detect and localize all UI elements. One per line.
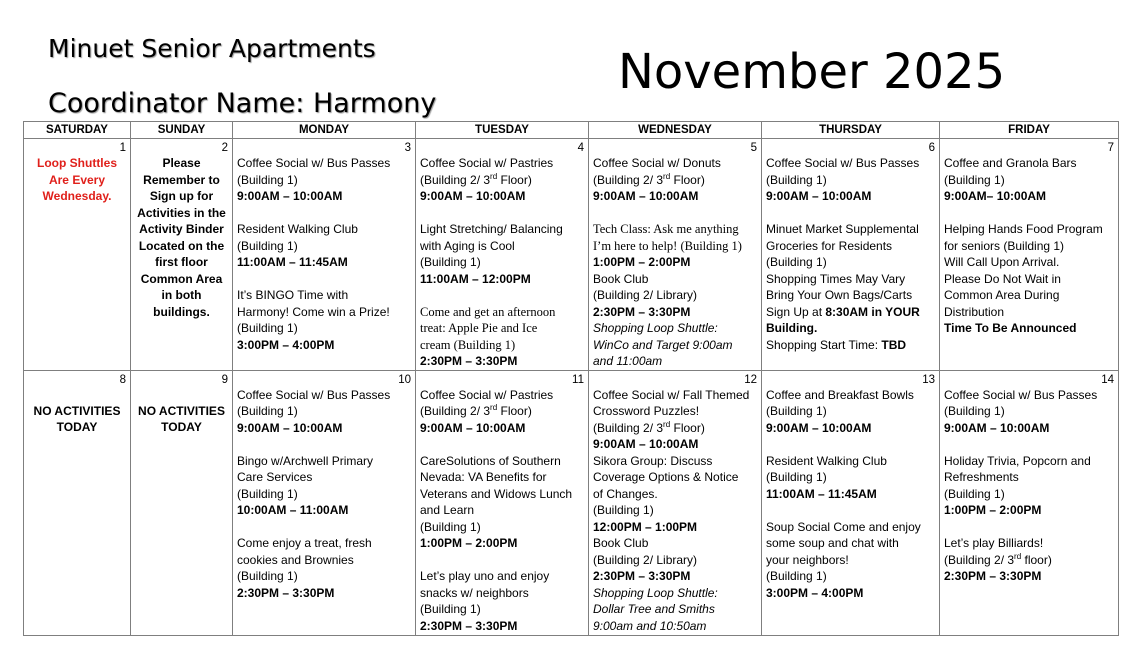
event-note: Please Do Not Wait in <box>944 271 1061 286</box>
weekday-header: SUNDAY <box>131 122 233 139</box>
event-location: (Building 1) <box>944 486 1005 501</box>
event-title: Bingo w/Archwell Primary <box>237 453 374 468</box>
event-location: (Building 2/ 3rd Floor) <box>420 403 532 418</box>
weekday-header: MONDAY <box>233 122 416 139</box>
event-title: Minuet Market Supplemental <box>766 222 919 236</box>
day-cell-sat-8 <box>24 370 131 635</box>
no-activities-note: NO ACTIVITIES TODAY <box>138 403 225 434</box>
event-location: (Building 1) <box>944 404 1005 418</box>
event-time: 1:00PM – 2:00PM <box>593 255 691 269</box>
event-title: with Aging is Cool <box>420 238 515 253</box>
event-location: (Building 1) <box>766 569 827 583</box>
event-location: for seniors (Building 1) <box>944 238 1065 253</box>
event-location: (Building 1) <box>237 569 298 583</box>
event-location: cream (Building 1) <box>420 337 516 352</box>
event-location: (Building 2/ 3rd floor) <box>944 551 1052 567</box>
event-title: Care Services <box>237 470 313 484</box>
calendar-table <box>23 121 1119 636</box>
day-number: 13 <box>922 373 935 386</box>
weekday-header: TUESDAY <box>416 122 589 139</box>
event-title: Crossword Puzzles! <box>593 404 700 418</box>
event-title: Coffee Social w/ Bus Passes <box>237 156 391 170</box>
event-location: (Building 1) <box>766 172 827 187</box>
event-title: Refreshments <box>944 470 1019 484</box>
event-title: Let’s play Billiards! <box>944 536 1044 550</box>
event-title: cookies and Brownies <box>237 552 354 567</box>
event-note: Distribution <box>944 304 1005 319</box>
day-number: 10 <box>398 373 411 386</box>
day-number: 6 <box>928 142 935 154</box>
weekday-header: WEDNESDAY <box>589 122 762 139</box>
event-title: Coffee Social w/ Bus Passes <box>237 387 391 402</box>
event-location: (Building 1) <box>237 238 298 253</box>
event-title: Holiday Trivia, Popcorn and <box>944 453 1091 468</box>
event-time: 1:00PM – 2:00PM <box>944 503 1042 517</box>
event-time: 11:00AM – 11:45AM <box>237 255 348 269</box>
event-time: 2:30PM – 3:30PM <box>593 304 691 319</box>
event-title: some soup and chat with <box>766 536 899 550</box>
event-location: (Building 1) <box>944 172 1005 187</box>
event-time: 2:30PM – 3:30PM <box>237 585 335 600</box>
signup-reminder: Please Remember to Sign up for Activities in the Activity Binder Located on the first floor Common Area in both buildings. <box>137 156 226 319</box>
event-title: Light Stretching/ Balancing <box>420 222 563 236</box>
day-number: 11 <box>572 373 584 386</box>
day-cell-wed-12 <box>589 370 762 635</box>
event-title: treat: Apple Pie and Ice <box>420 321 538 335</box>
event-time: 3:00PM – 4:00PM <box>766 585 864 600</box>
event-title: Resident Walking Club <box>237 222 358 236</box>
day-cell-tue-11 <box>416 370 589 635</box>
event-time: 9:00AM– 10:00AM <box>944 189 1047 203</box>
event-title: Harmony! Come win a Prize! <box>237 304 390 319</box>
event-location: (Building 2/ Library) <box>593 288 698 302</box>
event-location: (Building 2/ Library) <box>593 552 698 567</box>
day-cell-sun-2 <box>131 139 233 371</box>
event-title: Veterans and Widows Lunch <box>420 486 573 501</box>
event-time: Time To Be Announced <box>944 321 1077 335</box>
event-time: 10:00AM – 11:00AM <box>237 503 349 517</box>
event-time: 12:00PM – 1:00PM <box>593 519 698 534</box>
event-note: Sign Up at 8:30AM in YOUR <box>766 304 920 319</box>
day-cell-sun-9 <box>131 370 233 635</box>
event-note: Shopping Times May Vary <box>766 271 906 286</box>
event-note: Bring Your Own Bags/Carts <box>766 288 913 302</box>
event-title: Coffee Social w/ Bus Passes <box>766 156 920 170</box>
event-title: Coffee Social w/ Donuts <box>593 156 721 170</box>
event-title: Book Club <box>593 536 649 550</box>
shuttle-note: Loop Shuttles Are Every Wednesday. <box>37 156 117 203</box>
event-title: Coffee and Granola Bars <box>944 156 1077 170</box>
event-location: (Building 1) <box>766 404 827 418</box>
event-location: (Building 1) <box>593 503 654 517</box>
day-cell-sat-1 <box>24 139 131 371</box>
day-number: 9 <box>221 373 228 386</box>
event-title: Let’s play uno and enjoy <box>420 569 550 583</box>
event-location: (Building 2/ 3rd Floor) <box>420 171 532 187</box>
event-time: 9:00AM – 10:00AM <box>420 420 526 435</box>
event-note: Shopping Start Time: TBD <box>766 337 907 352</box>
event-location: (Building 1) <box>420 255 481 269</box>
event-title: Coffee Social w/ Pastries <box>420 387 554 402</box>
day-number: 4 <box>577 142 584 154</box>
event-location: (Building 1) <box>237 486 298 501</box>
month-title: November 2025 <box>618 44 1006 100</box>
event-title: Sikora Group: Discuss <box>593 453 713 468</box>
weekday-header: THURSDAY <box>762 122 940 139</box>
event-time: 3:00PM – 4:00PM <box>237 337 335 352</box>
weekday-header-row <box>24 122 1119 139</box>
coordinator-name: Coordinator Name: Harmony <box>48 88 437 119</box>
event-location: (Building 1) <box>420 602 481 616</box>
shuttle-info: Shopping Loop Shuttle: <box>593 321 718 335</box>
event-location: (Building 1) <box>237 321 298 335</box>
event-location: (Building 1) <box>420 519 481 534</box>
day-cell-fri-7 <box>940 139 1119 371</box>
event-time: 11:00AM – 11:45AM <box>766 486 877 501</box>
day-cell-mon-10 <box>233 370 416 635</box>
event-time: 9:00AM – 10:00AM <box>593 437 699 451</box>
week-row <box>24 370 1119 635</box>
event-title: Coffee Social w/ Fall Themed <box>593 387 750 402</box>
week-row <box>24 139 1119 371</box>
day-number: 7 <box>1107 142 1114 154</box>
event-title: of Changes. <box>593 486 658 501</box>
event-time: 9:00AM – 10:00AM <box>766 420 872 435</box>
event-title: Book Club <box>593 271 649 286</box>
shuttle-info: 9:00am and 10:50am <box>593 618 707 633</box>
event-title: and Learn <box>420 503 475 517</box>
event-time: 2:30PM – 3:30PM <box>420 618 518 633</box>
event-title: Come and get an afternoon <box>420 304 556 319</box>
no-activities-note: NO ACTIVITIES TODAY <box>33 403 121 434</box>
day-cell-tue-4 <box>416 139 589 371</box>
weekday-header: FRIDAY <box>940 122 1119 139</box>
day-cell-thu-6 <box>762 139 940 371</box>
event-time: 2:30PM – 3:30PM <box>420 354 518 368</box>
day-cell-wed-5 <box>589 139 762 371</box>
shuttle-info: Dollar Tree and Smiths <box>593 602 715 616</box>
event-title: Groceries for Residents <box>766 238 893 253</box>
day-cell-mon-3 <box>233 139 416 371</box>
event-title: Come enjoy a treat, fresh <box>237 536 372 550</box>
day-number: 12 <box>744 373 757 386</box>
event-time: 9:00AM – 10:00AM <box>766 189 872 203</box>
day-number: 5 <box>750 142 757 154</box>
event-location: (Building 1) <box>766 255 827 269</box>
event-title: It’s BINGO Time with <box>237 288 349 302</box>
day-number: 3 <box>404 142 411 154</box>
event-title: Helping Hands Food Program <box>944 222 1103 236</box>
weekday-header: SATURDAY <box>24 122 131 139</box>
event-title: Resident Walking Club <box>766 453 887 468</box>
day-number: 1 <box>119 142 126 154</box>
event-time: 11:00AM – 12:00PM <box>420 271 531 286</box>
event-location: (Building 1) <box>237 172 298 187</box>
event-title: Coverage Options & Notice <box>593 470 739 484</box>
event-note: Building. <box>766 321 818 335</box>
event-time: 1:00PM – 2:00PM <box>420 536 518 550</box>
event-title: Coffee Social w/ Pastries <box>420 156 554 170</box>
event-time: 9:00AM – 10:00AM <box>944 420 1050 435</box>
event-title: Nevada: VA Benefits for <box>420 470 547 484</box>
day-cell-thu-13 <box>762 370 940 635</box>
event-location: (Building 1) <box>237 404 298 418</box>
day-number: 8 <box>119 373 126 386</box>
event-location: (Building 2/ 3rd Floor) <box>593 171 705 187</box>
event-time: 2:30PM – 3:30PM <box>593 569 691 583</box>
event-time: 9:00AM – 10:00AM <box>237 420 343 435</box>
event-title: Coffee Social w/ Bus Passes <box>944 387 1098 402</box>
day-number: 14 <box>1101 373 1114 386</box>
event-title: Coffee and Breakfast Bowls <box>766 387 914 402</box>
event-time: 2:30PM – 3:30PM <box>944 569 1042 583</box>
event-title: Tech Class: Ask me anything <box>593 222 739 236</box>
event-note: Will Call Upon Arrival. <box>944 255 1060 269</box>
event-time: 9:00AM – 10:00AM <box>237 189 343 203</box>
event-title: snacks w/ neighbors <box>420 585 529 600</box>
shuttle-info: and 11:00am <box>593 354 663 368</box>
shuttle-info: Shopping Loop Shuttle: <box>593 585 718 600</box>
event-title: your neighbors! <box>766 552 849 567</box>
day-cell-fri-14 <box>940 370 1119 635</box>
day-number: 2 <box>221 142 228 154</box>
event-time: 9:00AM – 10:00AM <box>420 189 526 203</box>
event-title: I’m here to help! (Building 1) <box>593 238 742 253</box>
event-title: CareSolutions of Southern <box>420 453 561 468</box>
shuttle-info: WinCo and Target 9:00am <box>593 337 733 352</box>
org-name: Minuet Senior Apartments <box>48 34 376 63</box>
event-title: Soup Social Come and enjoy <box>766 519 921 534</box>
event-note: Common Area During <box>944 288 1060 302</box>
event-location: (Building 2/ 3rd Floor) <box>593 419 705 435</box>
event-location: (Building 1) <box>766 470 827 484</box>
event-time: 9:00AM – 10:00AM <box>593 189 699 203</box>
